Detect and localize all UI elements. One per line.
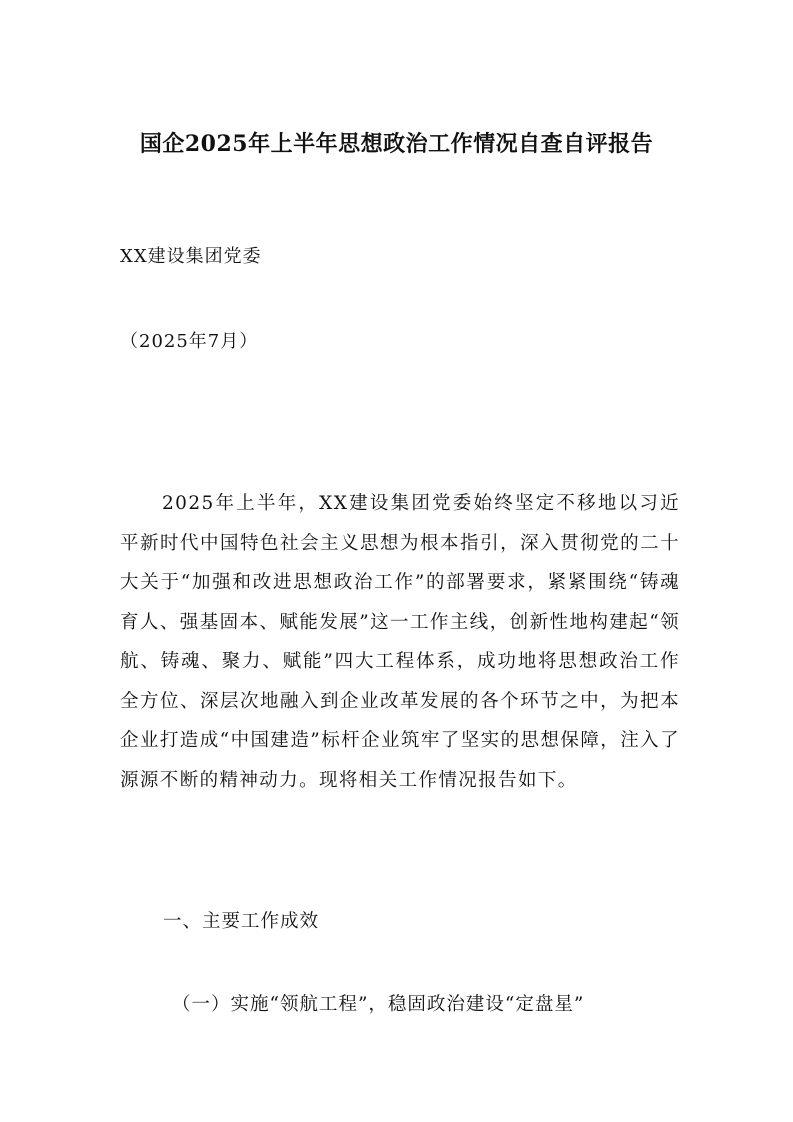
intro-paragraph: 2025年上半年，XX建设集团党委始终坚定不移地以习近平新时代中国特色社会主义思想为根本指引，深入贯彻党的二十大关于“加强和改进思想政治工作”的部署要求，紧紧围绕“铸魂育人、强基固本、赋能发展”这一工作主线，创新性地构建起“领航、铸魂、聚力、赋能”四大工程体系，成功地将思想政治工作全方位、深层次地融入到企业改革发展的各个环节之中，为把本企业打造成“中国建造”标杆企业筑牢了坚实的思想保障，注入了源源不断的精神动力。现将相关工作情况报告如下。: [120, 493, 680, 791]
document-title: 国企2025年上半年思想政治工作情况自查自评报告: [139, 131, 654, 157]
date-line: （2025年7月）: [120, 331, 259, 352]
section-heading: 一、主要工作成效: [163, 911, 320, 932]
issuer-line: XX建设集团党委: [120, 246, 262, 267]
subsection-heading: （一）实施“领航工程”，稳固政治建设“定盘星”: [172, 994, 585, 1015]
